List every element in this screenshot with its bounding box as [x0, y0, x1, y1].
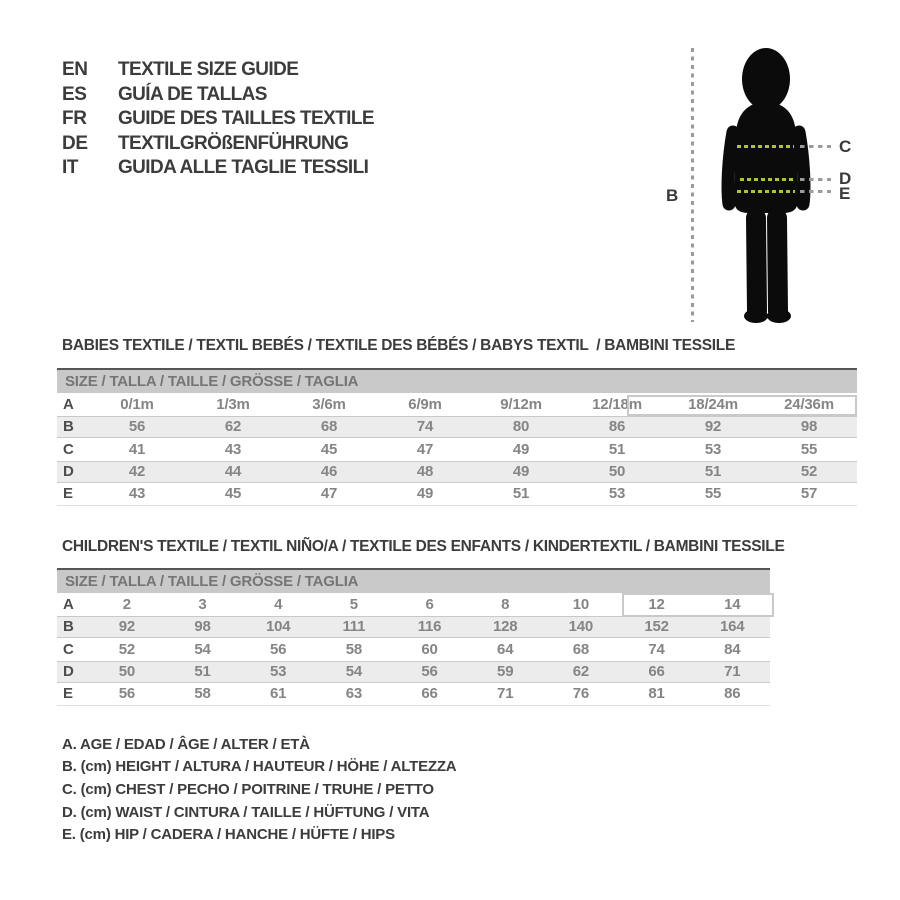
table-cell: 2 — [122, 595, 131, 613]
table-cell: 62 — [572, 663, 590, 681]
waist-guide-dashes — [800, 178, 831, 181]
guide-title-es: GUÍA DE TALLAS — [118, 83, 267, 105]
table-cell: 43 — [224, 440, 242, 458]
hip-guide-dashes — [800, 190, 831, 193]
table-cell: 52 — [118, 640, 135, 658]
row-label: D — [63, 663, 74, 681]
table-cell: 74 — [416, 418, 434, 436]
table-cell: 62 — [224, 418, 242, 436]
row-label: C — [63, 640, 74, 658]
table-row — [57, 483, 857, 506]
table-cell: 8 — [501, 595, 510, 613]
table-cell: 53 — [608, 485, 626, 503]
table-cell: 51 — [512, 485, 530, 503]
table-cell: 24/36m — [784, 395, 834, 413]
table-cell: 98 — [194, 618, 211, 636]
table-cell: 43 — [128, 485, 146, 503]
height-measure-label: B — [666, 186, 679, 205]
table-cell: 140 — [568, 618, 594, 636]
guide-title-de: TEXTILGRÖßENFÜHRUNG — [118, 132, 349, 154]
measurement-legend — [62, 733, 456, 846]
table-cell: 81 — [648, 685, 665, 703]
table-cell: 104 — [265, 618, 291, 636]
table-cell: 41 — [128, 440, 146, 458]
table-cell: 51 — [608, 440, 626, 458]
table-cell: 14 — [724, 595, 741, 613]
language-row — [62, 83, 374, 108]
table-cell: 0/1m — [120, 395, 154, 413]
guide-title-it: GUIDA ALLE TAGLIE TESSILI — [118, 157, 369, 179]
language-row — [62, 107, 374, 132]
table-row — [57, 416, 857, 439]
row-label: B — [63, 418, 74, 436]
legend-hip: E. (cm) HIP / CADERA / HANCHE / HÜFTE / HIPS — [62, 826, 395, 844]
table-cell: 4 — [274, 595, 283, 613]
language-code: EN — [62, 59, 88, 81]
table-cell: 50 — [118, 663, 135, 681]
language-row — [62, 132, 374, 157]
child-silhouette-icon — [715, 40, 827, 332]
row-label: A — [63, 595, 74, 613]
hip-measure-line — [737, 190, 795, 193]
table-cell: 76 — [572, 685, 590, 703]
children-size-table — [57, 568, 770, 706]
table-cell: 47 — [320, 485, 338, 503]
table-cell: 6/9m — [408, 395, 442, 413]
table-cell: 48 — [416, 463, 434, 481]
table-cell: 49 — [512, 440, 530, 458]
children-size-header: SIZE / TALLA / TAILLE / GRÖSSE / TAGLIA — [57, 570, 770, 593]
row-label: E — [63, 685, 74, 703]
table-cell: 58 — [194, 685, 211, 703]
table-cell: 55 — [800, 440, 818, 458]
children-section-title: CHILDREN'S TEXTILE / TEXTIL NIÑO/A / TEXTILE DES ENFANTS / KINDERTEXTIL / BAMBINI TESSILE — [62, 538, 785, 555]
waist-measure-line — [740, 178, 793, 181]
table-cell: 66 — [421, 685, 438, 703]
table-cell: 56 — [118, 685, 135, 703]
table-cell: 5 — [349, 595, 358, 613]
children-highlight-box — [622, 593, 774, 617]
table-cell: 54 — [345, 663, 362, 681]
table-row — [57, 438, 857, 461]
table-cell: 152 — [644, 618, 669, 636]
table-cell: 68 — [320, 418, 338, 436]
babies-section-title: BABIES TEXTILE / TEXTIL BEBÉS / TEXTILE DES BÉBÉS / BABYS TEXTIL / BAMBINI TESSILE — [62, 337, 735, 354]
row-label: E — [63, 485, 74, 503]
legend-age: A. AGE / EDAD / ÂGE / ALTER / ETÀ — [62, 735, 310, 753]
table-cell: 50 — [608, 463, 626, 481]
table-cell: 51 — [704, 463, 722, 481]
table-cell: 111 — [342, 618, 366, 636]
babies-size-table — [57, 368, 857, 506]
table-cell: 58 — [345, 640, 362, 658]
language-code: IT — [62, 157, 79, 179]
table-cell: 56 — [128, 418, 146, 436]
table-cell: 45 — [224, 485, 242, 503]
language-code: DE — [62, 132, 88, 154]
row-label: C — [63, 440, 74, 458]
table-cell: 52 — [800, 463, 818, 481]
table-cell: 54 — [194, 640, 211, 658]
legend-chest: C. (cm) CHEST / PECHO / POITRINE / TRUHE / PETTO — [62, 780, 434, 798]
table-cell: 42 — [128, 463, 146, 481]
chest-guide-dashes — [800, 145, 831, 148]
table-cell: 71 — [724, 663, 741, 681]
table-cell: 59 — [497, 663, 514, 681]
table-cell: 66 — [648, 663, 665, 681]
table-cell: 49 — [416, 485, 434, 503]
table-cell: 6 — [425, 595, 434, 613]
table-cell: 55 — [704, 485, 722, 503]
table-cell: 46 — [320, 463, 338, 481]
table-row — [57, 638, 770, 661]
table-cell: 80 — [512, 418, 530, 436]
table-row — [57, 616, 770, 639]
language-title-block — [62, 58, 374, 181]
table-cell: 60 — [421, 640, 438, 658]
table-row — [57, 461, 857, 484]
table-cell: 45 — [320, 440, 338, 458]
babies-size-header: SIZE / TALLA / TAILLE / GRÖSSE / TAGLIA — [57, 370, 857, 393]
table-cell: 49 — [512, 463, 530, 481]
table-cell: 56 — [270, 640, 287, 658]
table-cell: 57 — [800, 485, 818, 503]
table-row — [57, 661, 770, 684]
table-cell: 3/6m — [312, 395, 346, 413]
legend-waist: D. (cm) WAIST / CINTURA / TAILLE / HÜFTUNG / VITA — [62, 803, 430, 821]
row-label: A — [63, 395, 74, 413]
row-label: D — [63, 463, 74, 481]
table-cell: 53 — [704, 440, 722, 458]
table-cell: 68 — [572, 640, 590, 658]
table-cell: 164 — [719, 618, 745, 636]
language-row — [62, 156, 374, 181]
height-guide-line — [691, 48, 694, 322]
table-cell: 53 — [270, 663, 287, 681]
table-cell: 86 — [608, 418, 626, 436]
waist-measure-label: D — [839, 169, 852, 188]
row-label: B — [63, 618, 74, 636]
legend-height: B. (cm) HEIGHT / ALTURA / HAUTEUR / HÖHE / ALTEZZA — [62, 758, 457, 776]
language-code: FR — [62, 108, 87, 130]
table-cell: 12 — [648, 595, 665, 613]
table-cell: 64 — [497, 640, 514, 658]
table-cell: 47 — [416, 440, 434, 458]
table-cell: 9/12m — [500, 395, 542, 413]
table-cell: 74 — [648, 640, 665, 658]
guide-title-fr: GUIDE DES TAILLES TEXTILE — [118, 108, 374, 130]
table-cell: 116 — [417, 618, 442, 636]
table-cell: 98 — [800, 418, 818, 436]
table-cell: 3 — [198, 595, 207, 613]
language-code: ES — [62, 83, 87, 105]
table-cell: 128 — [492, 618, 518, 636]
table-cell: 92 — [704, 418, 722, 436]
chest-measure-label: C — [839, 137, 852, 156]
table-cell: 51 — [194, 663, 211, 681]
table-cell: 18/24m — [688, 395, 738, 413]
table-cell: 1/3m — [216, 395, 250, 413]
babies-highlight-box — [627, 395, 857, 416]
table-cell: 12/18m — [592, 395, 642, 413]
table-cell: 44 — [224, 463, 242, 481]
table-cell: 63 — [345, 685, 362, 703]
chest-measure-line — [737, 145, 794, 148]
table-cell: 10 — [572, 595, 590, 613]
table-cell: 71 — [497, 685, 514, 703]
table-cell: 56 — [421, 663, 438, 681]
table-cell: 86 — [724, 685, 741, 703]
table-cell: 61 — [270, 685, 287, 703]
table-row — [57, 683, 770, 706]
language-row — [62, 58, 374, 83]
hip-measure-label: E — [839, 184, 851, 203]
table-cell: 84 — [724, 640, 741, 658]
guide-title-en: TEXTILE SIZE GUIDE — [118, 59, 299, 81]
table-cell: 92 — [118, 618, 135, 636]
